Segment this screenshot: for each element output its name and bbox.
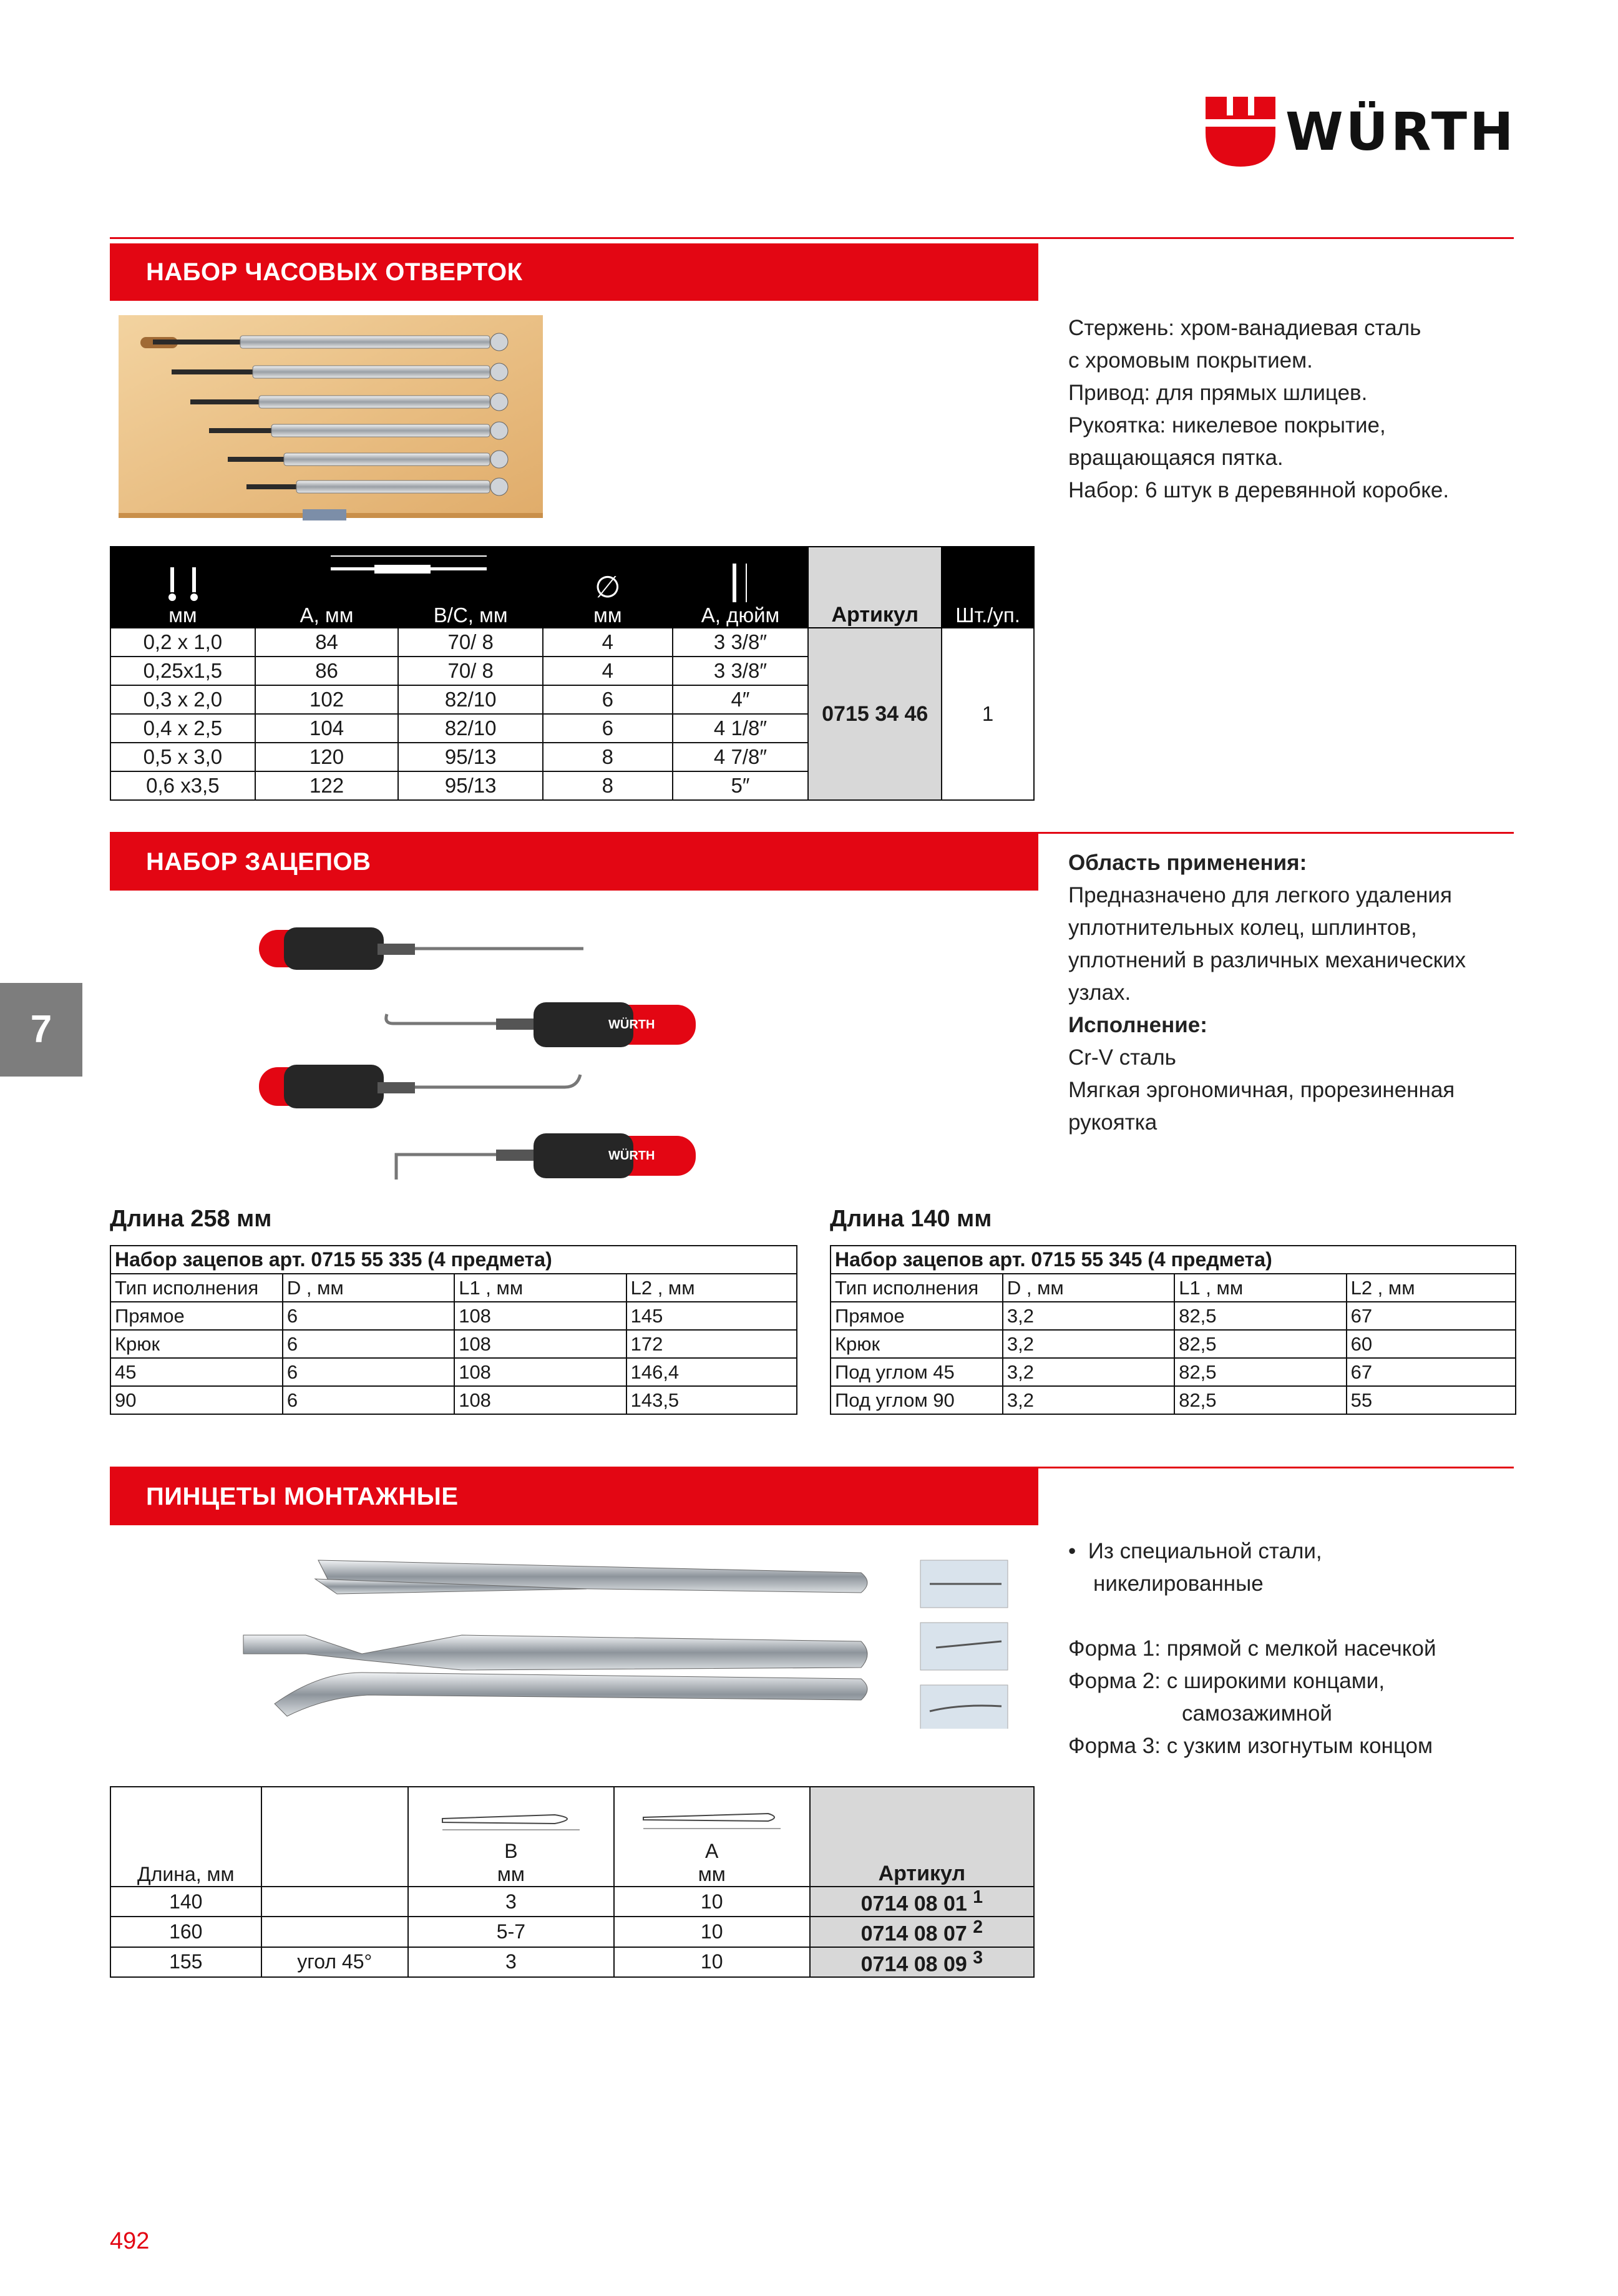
table-row (110, 1947, 1034, 1977)
form-line: Форма 3: с узким изогнутым концом (1068, 1734, 1433, 1758)
cell: 102 (255, 685, 399, 714)
diameter-icon: ∅ (594, 571, 621, 604)
cell: 70/ 8 (398, 628, 543, 657)
application-description (1068, 847, 1466, 1139)
column-header: Тип исполнения (831, 1274, 1003, 1302)
form-line: Форма 1: прямой с мелкой насечкой (1068, 1636, 1436, 1661)
description-line: Мягкая эргономичная, прорезиненная (1068, 1078, 1455, 1102)
cell: 6 (283, 1330, 454, 1358)
table-row (110, 628, 1034, 657)
cell: 145 (626, 1302, 797, 1330)
cell: 4″ (673, 685, 809, 714)
cell: 0,5 x 3,0 (110, 743, 255, 771)
article-number (810, 1887, 1034, 1917)
cell: 55 (1347, 1386, 1516, 1414)
cell: 45 (110, 1358, 283, 1386)
header-unit: мм (698, 1863, 726, 1885)
cell: 90 (110, 1386, 283, 1414)
cell: 10 (614, 1917, 810, 1947)
page-number: 492 (110, 2228, 150, 2254)
cell: 0,3 x 2,0 (110, 685, 255, 714)
table-caption-row (110, 1246, 797, 1274)
cell: 95/13 (398, 743, 543, 771)
column-header-diameter (543, 547, 673, 628)
table-row (110, 1302, 797, 1330)
column-header: Тип исполнения (110, 1274, 283, 1302)
table-header-row (831, 1274, 1516, 1302)
table-row (831, 1386, 1516, 1414)
bullet-text: никелированные (1093, 1571, 1264, 1596)
screwdriver-dimension-icon (318, 549, 505, 586)
table-row (831, 1358, 1516, 1386)
tool-brand-label: WÜRTH (608, 1018, 655, 1032)
cell: 67 (1347, 1358, 1516, 1386)
cell: 3,2 (1003, 1386, 1174, 1414)
tweezers-width-icon (430, 1805, 592, 1836)
description-line: Набор: 6 штук в деревянной коробке. (1068, 478, 1450, 502)
description-line: уплотнений в различных механических (1068, 948, 1466, 972)
cell: 82/10 (398, 685, 543, 714)
cell: Прямое (831, 1302, 1003, 1330)
table-row (110, 1330, 797, 1358)
watch-screwdriver-set-image (115, 312, 546, 521)
description-line: узлах. (1068, 980, 1131, 1005)
column-header-size (110, 547, 255, 628)
bullet-item (1068, 1535, 1436, 1568)
cell: 172 (626, 1330, 797, 1358)
table-row (831, 1330, 1516, 1358)
form-superscript: 3 (973, 1947, 983, 1968)
cell: 140 (110, 1887, 261, 1917)
cell: 146,4 (626, 1358, 797, 1386)
form-line: Форма 2: с широкими концами, (1068, 1669, 1385, 1693)
cell: 82,5 (1174, 1302, 1346, 1330)
pick-set-table-258 (110, 1245, 797, 1415)
table-row (110, 1917, 1034, 1947)
pack-quantity: 1 (942, 628, 1034, 800)
description-line: Привод: для прямых шлицев. (1068, 381, 1368, 405)
header-label: B (504, 1840, 518, 1862)
cell: 120 (255, 743, 399, 771)
cell: 86 (255, 657, 399, 685)
cell: 82,5 (1174, 1330, 1346, 1358)
section-header (110, 243, 1038, 301)
form-superscript: 2 (973, 1917, 983, 1938)
cell: 6 (543, 685, 673, 714)
header-label: A, мм (300, 603, 354, 627)
column-header: L1 , мм (454, 1274, 626, 1302)
screwdriver-spec-table (110, 546, 1035, 801)
description-line: Рукоятка: никелевое покрытие, (1068, 413, 1386, 437)
section-header (110, 833, 1038, 891)
cell: 0,4 x 2,5 (110, 714, 255, 743)
table-row (110, 1386, 797, 1414)
article-text: 0714 08 07 (860, 1922, 967, 1946)
product-description (1068, 312, 1449, 507)
column-header-qty: Шт./уп. (942, 547, 1034, 628)
cell: 4 1/8″ (673, 714, 809, 743)
cell: 8 (543, 743, 673, 771)
tweezers-spec-table (110, 1786, 1035, 1978)
wurth-logo-icon (1206, 97, 1275, 167)
cell: 0,6 x3,5 (110, 771, 255, 800)
application-title: Область применения: (1068, 851, 1307, 875)
cell: 108 (454, 1330, 626, 1358)
form-superscript: 1 (973, 1887, 983, 1907)
table-header-row (110, 547, 1034, 628)
description-line: Предназначено для легкого удаления (1068, 883, 1452, 907)
header-label: B/C, мм (433, 603, 508, 627)
description-line: вращающаяся пятка. (1068, 446, 1284, 470)
cell: Крюк (110, 1330, 283, 1358)
cell: 82/10 (398, 714, 543, 743)
column-header: L2 , мм (626, 1274, 797, 1302)
column-header: D , мм (283, 1274, 454, 1302)
cell: 6 (543, 714, 673, 743)
table-caption-row (831, 1246, 1516, 1274)
cell: 60 (1347, 1330, 1516, 1358)
cell: 108 (454, 1358, 626, 1386)
cell: 8 (543, 771, 673, 800)
column-header-length: Длина, мм (110, 1787, 261, 1887)
cell: 160 (110, 1917, 261, 1947)
column-header-a-inch (673, 547, 809, 628)
bullet-text: Из специальной стали, (1088, 1539, 1322, 1563)
blade-tip-icon (149, 566, 217, 603)
execution-title: Исполнение: (1068, 1013, 1207, 1037)
cell: 0,2 x 1,0 (110, 628, 255, 657)
table-caption: Набор зацепов арт. 0715 55 345 (4 предмета) (831, 1246, 1516, 1274)
column-header-article: Артикул (808, 547, 942, 628)
cell: 10 (614, 1947, 810, 1977)
table-row (110, 1887, 1034, 1917)
header-unit: мм (497, 1863, 525, 1885)
cell: Под углом 90 (831, 1386, 1003, 1414)
table-header-row (110, 1274, 797, 1302)
bullet-icon: • (1068, 1539, 1088, 1563)
header-label: мм (168, 603, 197, 627)
tweezers-description (1068, 1535, 1436, 1762)
length-heading-258: Длина 258 мм (110, 1206, 272, 1232)
cell: 4 (543, 628, 673, 657)
chapter-tab: 7 (0, 983, 82, 1077)
cell: 3,2 (1003, 1302, 1174, 1330)
cell: 4 7/8″ (673, 743, 809, 771)
article-number (810, 1917, 1034, 1947)
section-title: ПИНЦЕТЫ МОНТАЖНЫЕ (146, 1483, 459, 1510)
cell: 82,5 (1174, 1358, 1346, 1386)
cell: 0,25x1,5 (110, 657, 255, 685)
cell (261, 1917, 408, 1947)
article-number (810, 1947, 1034, 1977)
cell: 108 (454, 1386, 626, 1414)
column-header-b (408, 1787, 614, 1887)
cell: 82,5 (1174, 1386, 1346, 1414)
section-rule (110, 237, 1514, 239)
cell: 143,5 (626, 1386, 797, 1414)
header-label: A (705, 1840, 719, 1862)
cell: 108 (454, 1302, 626, 1330)
cell: 3,2 (1003, 1358, 1174, 1386)
cell: 3 3/8″ (673, 657, 809, 685)
wurth-logo (1206, 97, 1518, 167)
cell: 6 (283, 1302, 454, 1330)
cell: 6 (283, 1358, 454, 1386)
spacer (1068, 1600, 1436, 1633)
header-label: мм (593, 603, 622, 627)
table-row (110, 1358, 797, 1386)
cell: 10 (614, 1887, 810, 1917)
cell (261, 1887, 408, 1917)
cell: 104 (255, 714, 399, 743)
article-number: 0715 34 46 (808, 628, 942, 800)
cell: 95/13 (398, 771, 543, 800)
tweezers-length-icon (631, 1805, 793, 1836)
description-line: с хромовым покрытием. (1068, 348, 1313, 373)
cell: 5″ (673, 771, 809, 800)
cell: 84 (255, 628, 399, 657)
brand-name: WÜRTH (1285, 101, 1516, 162)
cell: 70/ 8 (398, 657, 543, 685)
table-caption: Набор зацепов арт. 0715 55 335 (4 предмета) (110, 1246, 797, 1274)
cell: Под углом 45 (831, 1358, 1003, 1386)
column-header: L2 , мм (1347, 1274, 1516, 1302)
section-title: НАБОР ЧАСОВЫХ ОТВЕРТОК (146, 258, 523, 286)
header-label: A, дюйм (701, 603, 780, 627)
article-text: 0714 08 09 (860, 1952, 967, 1976)
description-line: уплотнительных колец, шплинтов, (1068, 916, 1417, 940)
tool-brand-label: WÜRTH (608, 1149, 655, 1163)
cell: Крюк (831, 1330, 1003, 1358)
description-line: Cr-V сталь (1068, 1045, 1176, 1070)
form-line: самозажимной (1182, 1701, 1332, 1726)
tweezers-image (237, 1548, 1017, 1729)
cell: 4 (543, 657, 673, 685)
cell: 3 (408, 1887, 614, 1917)
column-header-article: Артикул (810, 1787, 1034, 1887)
cell: 3,2 (1003, 1330, 1174, 1358)
cell: 155 (110, 1947, 261, 1977)
cell: 122 (255, 771, 399, 800)
column-header: D , мм (1003, 1274, 1174, 1302)
table-header-row (110, 1787, 1034, 1887)
cell: 3 (408, 1947, 614, 1977)
cell: 67 (1347, 1302, 1516, 1330)
cell: Прямое (110, 1302, 283, 1330)
section-title: НАБОР ЗАЦЕПОВ (146, 848, 371, 876)
cell: 6 (283, 1386, 454, 1414)
article-text: 0714 08 01 (860, 1892, 967, 1916)
column-header-a (614, 1787, 810, 1887)
description-line: Стержень: хром-ванадиевая сталь (1068, 316, 1421, 340)
cell: 3 3/8″ (673, 628, 809, 657)
column-header-bc (398, 547, 543, 628)
description-line: рукоятка (1068, 1110, 1157, 1135)
cell: 5-7 (408, 1917, 614, 1947)
column-header: L1 , мм (1174, 1274, 1346, 1302)
length-icon (728, 562, 753, 603)
length-heading-140: Длина 140 мм (830, 1206, 992, 1232)
column-header-extra (261, 1787, 408, 1887)
section-header (110, 1468, 1038, 1525)
pick-set-image (246, 905, 733, 1192)
table-row (831, 1302, 1516, 1330)
cell: угол 45° (261, 1947, 408, 1977)
pick-set-table-140 (830, 1245, 1516, 1415)
